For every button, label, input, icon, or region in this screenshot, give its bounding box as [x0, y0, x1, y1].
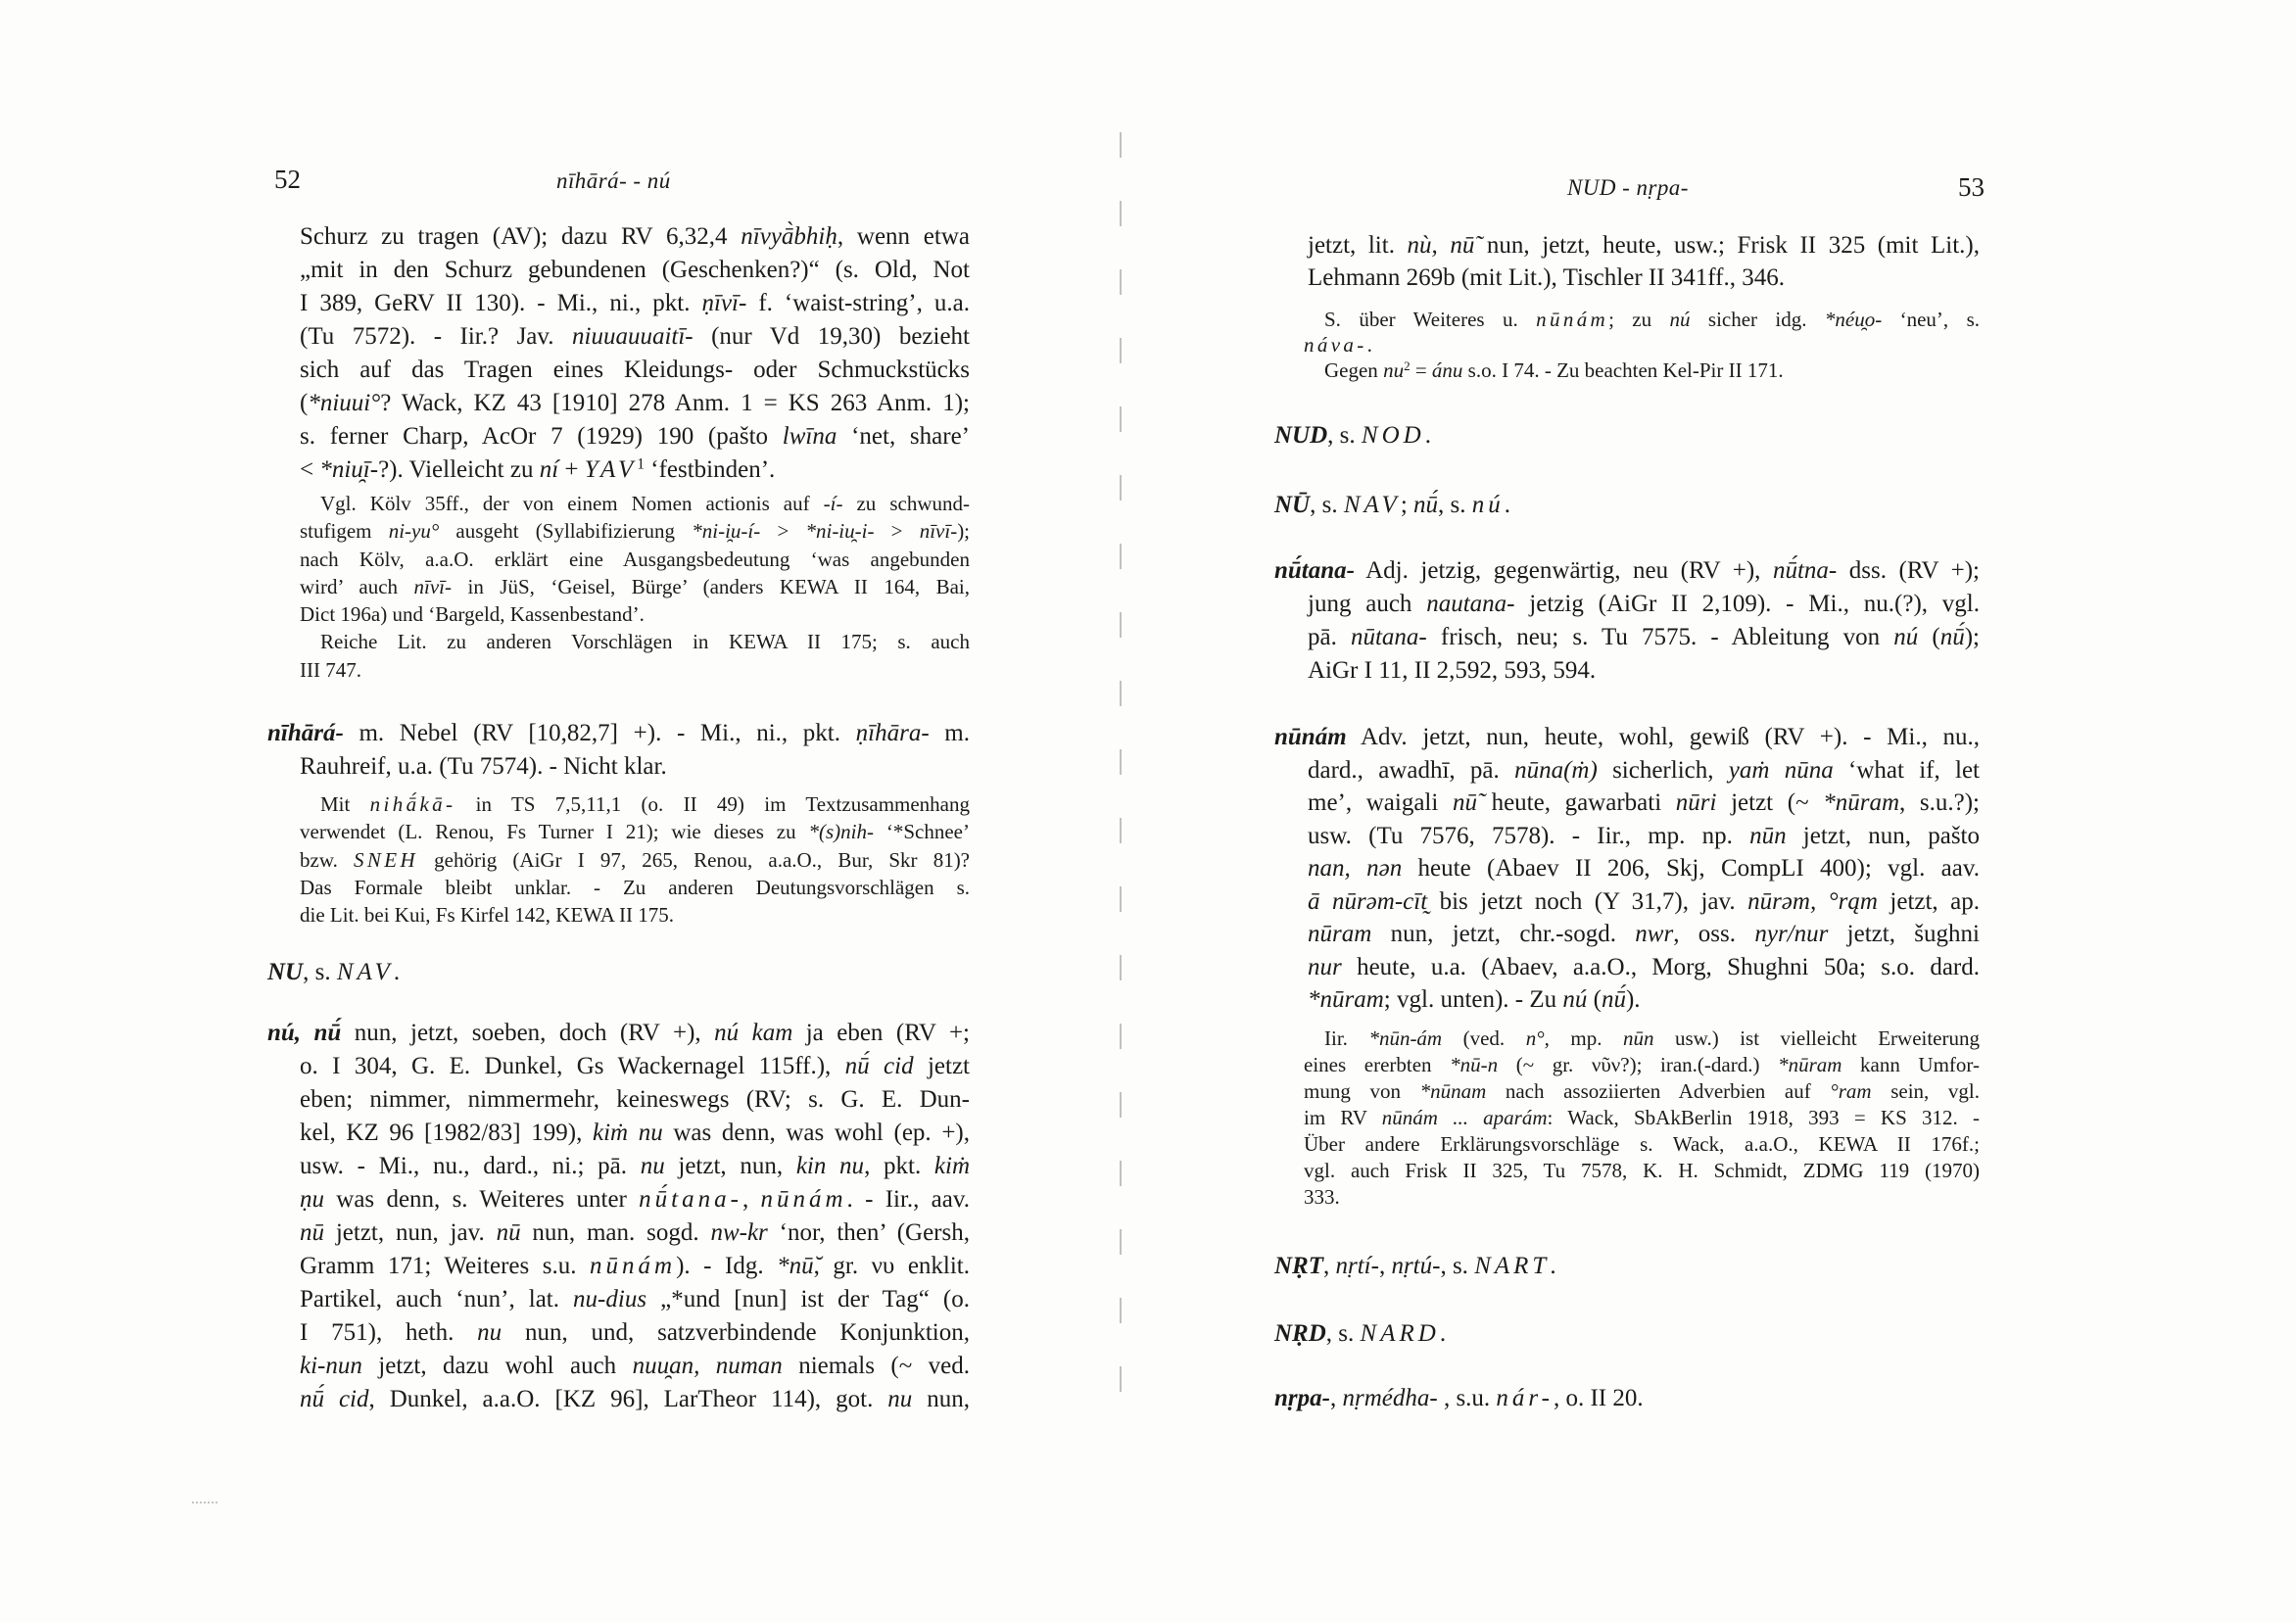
italic-word: *(s)nih- — [808, 820, 874, 844]
text-run: ( — [1587, 986, 1602, 1013]
italic-word: *ni-i̯u-í- — [692, 519, 761, 544]
text-run: ausgeht (Syllabifizierung — [439, 519, 693, 544]
text-run: , — [1323, 1253, 1336, 1279]
italic-word: nautana- — [1426, 591, 1515, 617]
italic-word: nū — [496, 1219, 521, 1246]
text-run: , wenn etwa — [837, 223, 970, 250]
text-run: pā. — [1308, 624, 1351, 650]
text-run: . - Iir., aav. — [846, 1186, 971, 1213]
text-line — [1308, 654, 1980, 688]
italic-word: nṛtú- — [1391, 1253, 1441, 1279]
entry-root-nrd — [1274, 1317, 1980, 1351]
text-run: eines ererbten — [1304, 1053, 1451, 1076]
italic-word: *nū̆ — [777, 1253, 814, 1279]
text-run: o. I 304, G. E. Dunkel, Gs Wackernagel 115ff.), — [300, 1053, 845, 1079]
text-run: (~ gr. νῦν?); iran.(-dard.) — [1498, 1053, 1779, 1076]
text-line — [1304, 1158, 1980, 1184]
headword: nú, nū́ — [267, 1020, 342, 1046]
text-run: (ved. — [1442, 1026, 1526, 1050]
entry-nrpa — [1274, 1382, 1980, 1415]
text-run: Mit — [320, 792, 370, 816]
text-run: sich auf das Tragen eines Kleidungs- oder Schmuckstücks — [300, 357, 970, 383]
text-run: nun, jetzt, soeben, doch (RV +), — [341, 1020, 715, 1046]
italic-word: ṇu — [300, 1186, 324, 1213]
text-run: , s. — [1438, 492, 1472, 518]
italic-word: kiṁ nu — [592, 1120, 663, 1146]
headword: nīhārá- — [267, 720, 344, 746]
text-run: Über andere Erklärungsvorschläge s. Wack, a.a.O., KEWA II 176f.; — [1304, 1132, 1980, 1156]
text-line — [1304, 1131, 1980, 1158]
text-run: nun, jetzt, chr.-sogd. — [1371, 921, 1636, 947]
text-run: , oss. — [1673, 921, 1755, 947]
text-line — [1304, 1026, 1980, 1052]
text-run: kel, KZ 96 [1982/83] 199), — [300, 1120, 593, 1146]
italic-word: nū́ cid — [300, 1386, 369, 1412]
italic-word: nú kam — [714, 1020, 793, 1046]
running-head: NUD - nṛpa- — [1567, 175, 1689, 200]
text-run: ja eben (RV +; — [792, 1020, 970, 1046]
italic-word: kin nu — [795, 1153, 865, 1179]
text-run: nach assoziierten Adverbien auf — [1486, 1079, 1831, 1103]
superscript: 1 — [637, 455, 645, 473]
italic-word: ánu — [1431, 358, 1463, 382]
text-run: : Wack, SbAkBerlin 1918, 393 = KS 312. - — [1547, 1106, 1980, 1129]
text-line — [1304, 332, 1980, 358]
italic-word: nū́ — [1939, 624, 1965, 650]
italic-word: nyr/nur — [1754, 921, 1829, 947]
italic-word: ni-yu° — [388, 519, 440, 544]
text-line — [1308, 621, 1980, 654]
text-run: bis jetzt noch (Y 31,7), jav. — [1427, 887, 1748, 915]
text-run: im RV — [1304, 1106, 1382, 1129]
text-run: zu schwund- — [842, 492, 970, 515]
text-run: m. Nebel (RV [10,82,7] +). - Mi., ni., pkt. — [343, 720, 856, 746]
text-run: , s.u. — [1437, 1385, 1497, 1411]
italic-word: nù, nū̃ — [1407, 232, 1475, 259]
text-run: „*und [nun] ist der Tag“ (o. — [646, 1286, 970, 1312]
text-run: ‘what if, let — [1833, 756, 1980, 784]
text-run: . — [393, 959, 401, 985]
text-run: , pkt. — [864, 1153, 934, 1179]
italic-word: ā nūrəm-cīt̰ — [1308, 887, 1428, 915]
text-run: m. — [929, 720, 970, 746]
headword: nṛpa- — [1274, 1385, 1330, 1411]
text-run: was denn, was wohl (ep. +), — [662, 1120, 970, 1146]
spaced-reference: nūnám — [760, 1186, 847, 1213]
text-run: wird’ auch — [300, 574, 414, 598]
text-line — [1304, 1105, 1980, 1131]
italic-word: nṛtí- — [1335, 1253, 1379, 1279]
spaced-reference: YAV — [584, 456, 638, 483]
text-run: niemals (~ ved. — [782, 1353, 970, 1379]
headword: NU — [267, 959, 304, 985]
text-run: „mit in den Schurz gebundenen (Geschenken?)“ (s. Old, Not — [300, 257, 970, 283]
italic-word: *néu̯o- — [1824, 308, 1883, 331]
text-run: jetzt, šughni — [1828, 921, 1980, 947]
text-line — [1308, 262, 1980, 294]
italic-word: ki-nun — [300, 1353, 362, 1379]
page-number: 53 — [1958, 172, 1985, 202]
text-run: ‘festbinden’. — [645, 456, 776, 483]
text-run: jetzt, ap. — [1877, 887, 1980, 915]
text-run: vgl. auch Frisk II 325, Tu 7578, K. H. Schmidt, ZDMG 119 (1970) — [1304, 1159, 1980, 1182]
italic-word: nūn — [1622, 1026, 1654, 1050]
text-run: . — [1424, 422, 1431, 449]
spaced-reference: nú — [1471, 492, 1505, 518]
text-line — [1274, 1317, 1980, 1351]
italic-word: nū́ cid — [844, 1053, 914, 1079]
text-line — [1304, 1052, 1980, 1078]
text-run: Schurz zu tragen (AV); dazu RV 6,32,4 — [300, 223, 741, 250]
text-run: (Tu 7572). - Iir.? Jav. — [300, 323, 572, 350]
headword: NŪ — [1274, 492, 1311, 518]
text-run: gehörig (AiGr I 97, 265, Renou, a.a.O., Bur, Skr 81)? — [417, 847, 971, 872]
text-run: dss. (RV +); — [1837, 557, 1980, 584]
text-line — [1304, 358, 1980, 383]
text-run: kann Umfor- — [1842, 1053, 1980, 1076]
text-run: , s.u.?); — [1899, 789, 1981, 816]
italic-word: n° — [1525, 1026, 1545, 1050]
text-run: ; vgl. unten). - Zu — [1383, 986, 1563, 1013]
text-line — [1274, 1382, 1980, 1415]
text-line — [1308, 754, 1980, 787]
text-run: , mp. — [1544, 1026, 1623, 1050]
italic-word: *nū-n — [1450, 1053, 1499, 1076]
text-run: , s. — [303, 959, 337, 985]
text-run: ? Wack, KZ 43 [1910] 278 Anm. 1 = KS 263 Anm. 1); — [380, 390, 970, 416]
running-head: nīhārá- - nú — [556, 168, 671, 193]
italic-word: nū̃ — [1452, 789, 1477, 816]
italic-word: nú — [1893, 624, 1919, 650]
text-run: me’, waigali — [1308, 789, 1453, 816]
text-run: Dict 196a) und ‘Bargeld, Kassenbestand’. — [300, 602, 645, 627]
text-line — [1274, 419, 1980, 453]
italic-word: ní — [539, 456, 559, 483]
entry-nutana — [1274, 554, 1981, 688]
text-run: . — [1504, 492, 1511, 518]
text-run: Reiche Lit. zu anderen Vorschlägen in KEWA II 175; s. auch — [320, 630, 970, 654]
text-run: jetzt — [913, 1053, 970, 1079]
italic-word: *nūram — [1778, 1053, 1842, 1076]
italic-word: nū — [300, 1219, 324, 1246]
text-run: ). — [1625, 986, 1641, 1013]
text-run: ( — [1918, 624, 1940, 650]
italic-word: ṇīhāra- — [855, 720, 930, 746]
text-line — [1308, 588, 1980, 621]
italic-word: nan, nən — [1308, 855, 1403, 882]
text-run: in TS 7,5,11,1 (o. II 49) im Textzusammenhang — [455, 792, 970, 816]
text-run: in JüS, ‘Geisel, Bürge’ (anders KEWA II 164, Bai, — [452, 574, 970, 598]
text-run: sicherlich, — [1597, 756, 1729, 784]
spaced-reference: NAV — [336, 959, 394, 985]
text-run: ); — [1964, 624, 1980, 650]
text-run: Gegen — [1324, 358, 1384, 382]
text-line — [1308, 229, 1980, 262]
text-line — [1274, 1250, 1980, 1283]
text-run: = — [1410, 358, 1432, 382]
italic-word: nuu̯an, numan — [632, 1353, 783, 1379]
headword: nūnám — [1274, 724, 1347, 750]
italic-word: kiṁ — [933, 1153, 971, 1179]
text-run: Partikel, auch ‘nun’, lat. — [300, 1286, 574, 1312]
text-run: jetzt, nun, — [664, 1153, 796, 1179]
text-run: sicher idg. — [1690, 308, 1825, 331]
text-run: I 389, GeRV II 130). - Mi., ni., pkt. — [300, 290, 702, 316]
italic-word: nū́ — [1601, 986, 1626, 1013]
text-run: ; — [1400, 492, 1414, 518]
spaced-reference: nūnám — [1536, 308, 1609, 331]
text-run: , gr. νυ enklit. — [813, 1253, 971, 1279]
italic-word: nū́tna- — [1772, 557, 1838, 584]
text-run: die Lit. bei Kui, Fs Kirfel 142, KEWA II 175. — [300, 903, 675, 928]
text-run: heute (Abaev II 206, Skj, CompLI 400); vgl. aav. — [1402, 855, 1980, 882]
text-run: jetzt (~ — [1716, 789, 1824, 816]
text-run: jetzig (AiGr II 2,109). - Mi., nu.(?), vgl. — [1514, 591, 1981, 617]
text-line — [1304, 1184, 1980, 1211]
italic-word: nṛmédha- — [1342, 1385, 1438, 1411]
text-run: , — [1329, 1385, 1343, 1411]
italic-word: nū́ — [1413, 492, 1439, 518]
italic-word: nūn — [1749, 822, 1787, 849]
text-line — [1308, 820, 1980, 853]
italic-word: nūri — [1675, 789, 1717, 816]
note-nu — [1304, 307, 1980, 383]
text-run: s. ferner Charp, AcOr 7 (1929) 190 (pašto — [300, 423, 783, 450]
text-run: < — [300, 456, 320, 483]
text-run: , s. — [1310, 492, 1344, 518]
text-run: > — [760, 519, 806, 544]
text-run: . — [1550, 1253, 1556, 1279]
text-line — [1308, 885, 1980, 919]
italic-word: nūrəm, °rąm — [1747, 887, 1878, 915]
text-run: III 747. — [300, 657, 361, 682]
italic-word: nūtana- — [1350, 624, 1427, 650]
text-run: s.o. I 74. - Zu beachten Kel-Pir II 171. — [1462, 358, 1784, 382]
italic-word: nīvī- — [413, 574, 453, 598]
entry-root-nu-long — [1274, 489, 1980, 522]
text-run: Vgl. Kölv 35ff., der von einem Nomen actionis auf — [320, 492, 824, 515]
spaced-reference: NARD — [1360, 1320, 1440, 1347]
text-run: heute, u.a. (Abaev, a.a.O., Morg, Shughni 50a; s.o. dard. — [1341, 953, 1980, 980]
headword: NṚD — [1274, 1320, 1326, 1347]
text-run: . — [1366, 333, 1372, 357]
text-run: nun, — [912, 1386, 971, 1412]
text-run: stufigem — [300, 519, 389, 544]
text-run: AiGr I 11, II 2,592, 593, 594. — [1308, 657, 1597, 684]
text-run: f. ‘waist-string’, u.a. — [746, 290, 970, 316]
text-run: usw.) ist vielleicht Erweiterung — [1653, 1026, 1980, 1050]
entry-nunam — [1274, 721, 1981, 1017]
text-run: , o. II 20. — [1553, 1385, 1644, 1411]
text-line — [1274, 489, 1980, 522]
text-run: jetzt, dazu wohl auch — [361, 1353, 633, 1379]
text-run: Iir. — [1324, 1026, 1369, 1050]
italic-word: nūnám ... aparám — [1381, 1106, 1548, 1129]
text-run: dard., awadhī, pā. — [1308, 756, 1515, 784]
text-line — [1304, 307, 1980, 332]
text-run: verwendet (L. Renou, Fs Turner I 21); wie dieses zu — [300, 820, 809, 844]
text-run: ( — [300, 390, 309, 416]
italic-word: ṇīvī- — [701, 290, 747, 316]
text-run: Adv. jetzt, nun, heute, wohl, gewiß (RV +). - Mi., nu., — [1346, 724, 1980, 750]
text-run: , s. — [1325, 1320, 1361, 1347]
text-run: nun, und, satzverbindende Konjunktion, — [502, 1319, 970, 1346]
text-run: sein, vgl. — [1871, 1079, 1980, 1103]
italic-word: nur — [1308, 953, 1342, 980]
text-run: nach Kölv, a.a.O. erklärt eine Ausgangsbedeutung ‘was angebunden — [300, 547, 970, 571]
text-run: usw. - Mi., nu., dard., ni.; pā. — [300, 1153, 641, 1179]
text-run: Rauhreif, u.a. (Tu 7574). - Nicht klar. — [300, 753, 667, 780]
text-line — [1308, 918, 1980, 951]
text-run: ‘nor, then’ (Gersh, — [767, 1219, 970, 1246]
entry-root-nrt — [1274, 1250, 1980, 1283]
text-run: , — [741, 1186, 761, 1213]
text-line — [1308, 787, 1980, 820]
spaced-reference: NART — [1474, 1253, 1551, 1279]
text-run: Lehmann 269b (mit Lit.), Tischler II 341ff., 346. — [1308, 264, 1785, 291]
spaced-reference: nū́tana- — [639, 1186, 742, 1213]
text-run: ?). Vielleicht zu — [378, 456, 540, 483]
italic-word: nwr — [1635, 921, 1674, 947]
page-number: 52 — [274, 165, 301, 194]
text-run: > — [874, 519, 920, 544]
text-run: nun, man. sogd. — [520, 1219, 711, 1246]
text-run: Das Formale bleibt unklar. - Zu anderen Deutungsvorschlägen s. — [300, 875, 970, 899]
italic-word: nú — [1669, 308, 1691, 331]
text-line — [1274, 554, 1980, 588]
italic-word: *niuui° — [308, 390, 381, 416]
text-line — [1308, 852, 1980, 885]
text-run: jetzt, nun, jav. — [324, 1219, 497, 1246]
text-run: + — [558, 456, 585, 483]
text-line — [1308, 983, 1980, 1017]
text-run: ). - Idg. — [676, 1253, 778, 1279]
text-run: ; zu — [1608, 308, 1670, 331]
italic-word: nu — [640, 1153, 665, 1179]
italic-word: *ni-iu̯-i- — [805, 519, 875, 544]
text-run: bzw. — [300, 847, 355, 872]
headword: nū́tana- — [1274, 557, 1355, 584]
entry-root-nud — [1274, 419, 1980, 453]
italic-word: nw-kr — [710, 1219, 768, 1246]
text-run: nun, jetzt, heute, usw.; Frisk II 325 (mit Lit.), — [1474, 232, 1980, 259]
italic-word: nīvyā̀bhiḥ — [741, 223, 837, 250]
text-run: S. über Weiteres u. — [1324, 308, 1537, 331]
italic-word: °ram — [1830, 1079, 1872, 1103]
text-run: , s. — [1327, 422, 1362, 449]
italic-word: nu — [477, 1319, 502, 1346]
text-run: . — [1439, 1320, 1447, 1347]
text-run: heute, gawarbati — [1476, 789, 1676, 816]
note-nunam — [1304, 1026, 1980, 1211]
text-run: Adj. jetzig, gegenwärtig, neu (RV +), — [1354, 557, 1773, 584]
text-run: jetzt, lit. — [1308, 232, 1408, 259]
headword: NUD — [1274, 422, 1328, 449]
italic-word: yaṁ nūna — [1728, 756, 1834, 784]
italic-word: nú — [1562, 986, 1588, 1013]
continuation-paragraph-nu — [1308, 229, 1980, 294]
spaced-reference: NAV — [1343, 492, 1401, 518]
text-run: , Dunkel, a.a.O. [KZ 96], LarTheor 114), got. — [368, 1386, 888, 1412]
text-run: ‘*Schnee’ — [873, 820, 970, 844]
text-run: jung auch — [1308, 591, 1427, 617]
text-run: frisch, neu; s. Tu 7575. - Ableitung von — [1426, 624, 1894, 650]
spaced-reference: náva- — [1304, 333, 1367, 357]
spaced-reference: nár- — [1496, 1385, 1554, 1411]
text-run: , s. — [1440, 1253, 1475, 1279]
text-line — [1274, 721, 1980, 754]
italic-word: niuuauuaitī- — [572, 323, 694, 350]
italic-word: nu-dius — [573, 1286, 647, 1312]
italic-word: *nūnam — [1419, 1079, 1487, 1103]
superscript: 2 — [1404, 358, 1411, 373]
italic-word: nu — [887, 1386, 913, 1412]
text-run: ‘net, share’ — [837, 423, 970, 450]
italic-word: lwīna — [782, 423, 837, 450]
text-run: eben; nimmer, nimmermehr, keineswegs (RV; s. G. E. Dun- — [300, 1086, 970, 1113]
spaced-reference: nihā́kā- — [369, 792, 456, 816]
text-line — [1308, 951, 1980, 984]
text-run: Gramm 171; Weiteres s.u. — [300, 1253, 591, 1279]
italic-word: nīvī- — [919, 519, 958, 544]
italic-word: *nūn-ám — [1368, 1026, 1443, 1050]
spaced-reference: SNEH — [354, 847, 418, 872]
italic-word: *nūram — [1308, 986, 1384, 1013]
italic-word: *niu̯ī- — [319, 456, 379, 483]
text-run: I 751), heth. — [300, 1319, 478, 1346]
text-run: jetzt, nun, pašto — [1786, 822, 1980, 849]
text-run: mung von — [1304, 1079, 1420, 1103]
spaced-reference: NOD — [1361, 422, 1425, 449]
text-run: ‘neu’, s. — [1882, 308, 1980, 331]
text-run: 333. — [1304, 1185, 1340, 1209]
text-run: was denn, s. Weiteres unter — [324, 1186, 640, 1213]
text-run: (nur Vd 19,30) bezieht — [693, 323, 970, 350]
italic-word: nu — [1383, 358, 1405, 382]
text-line — [1304, 1078, 1980, 1105]
italic-word: *nūram — [1823, 789, 1900, 816]
text-run: ); — [957, 519, 971, 544]
italic-word: -í- — [823, 492, 843, 515]
spaced-reference: nūnám — [590, 1253, 677, 1279]
text-run: , — [1378, 1253, 1392, 1279]
italic-word: nūram — [1308, 921, 1372, 947]
text-run: usw. (Tu 7576, 7578). - Iir., mp. np. — [1308, 822, 1750, 849]
italic-word: nūna(ṁ) — [1514, 756, 1598, 784]
headword: NṚT — [1274, 1253, 1323, 1279]
